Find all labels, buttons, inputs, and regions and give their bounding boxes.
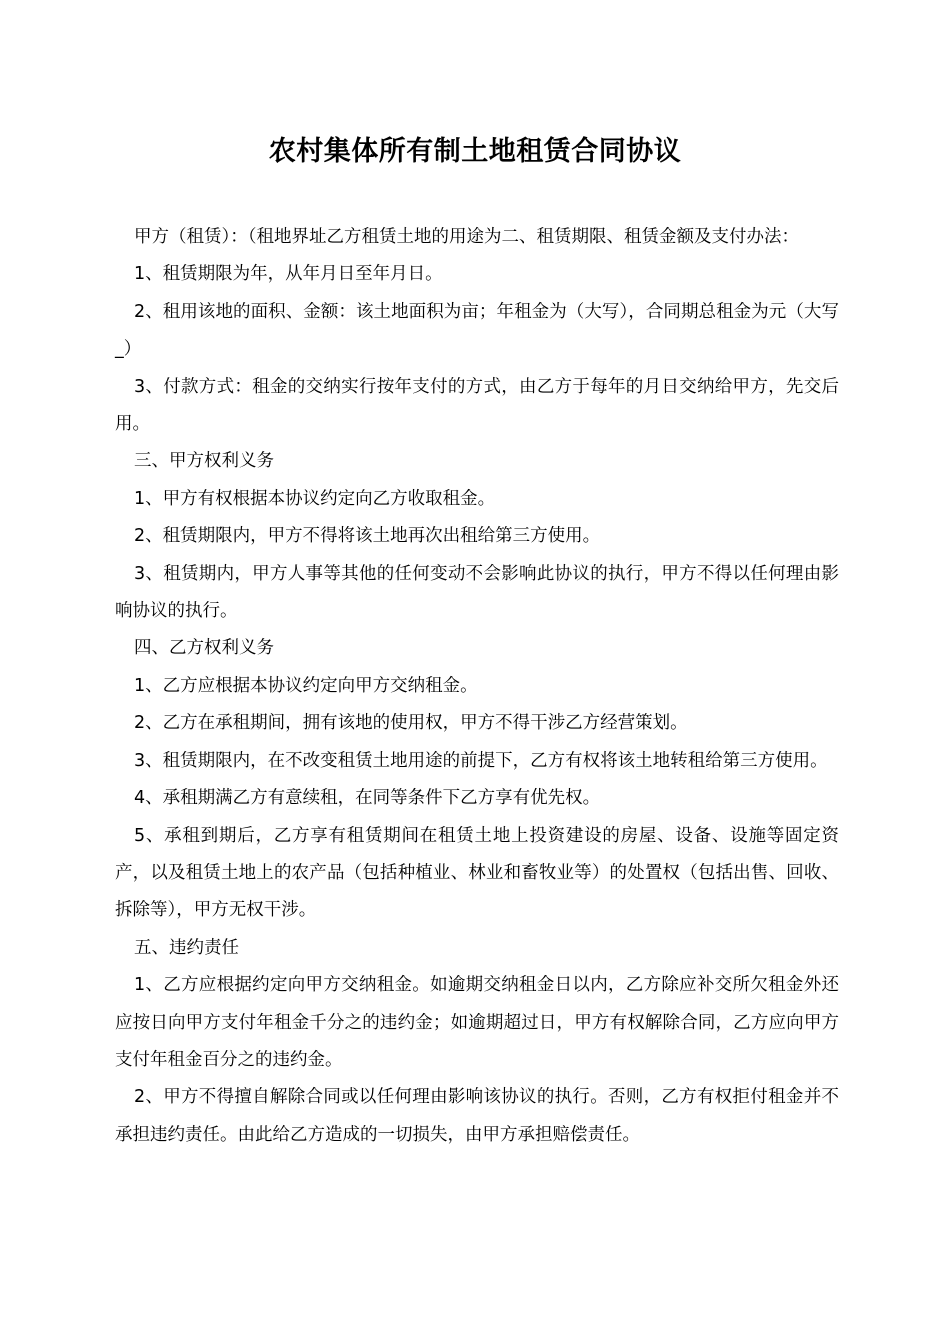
paragraph-b-right-1: 1、乙方应根据本协议约定向甲方交纳租金。 xyxy=(134,675,478,696)
heading-party-b-rights: 四、乙方权利义务 xyxy=(134,638,274,659)
paragraph-a-right-3: 3、租赁期内，甲方人事等其他的任何变动不会影响此协议的执行，甲方不得以任何理由影响协议的执行。 xyxy=(115,563,839,622)
paragraph-breach-1: 1、乙方应根据约定向甲方交纳租金。如逾期交纳租金日以内，乙方除应补交所欠租金外还应按日向甲方支付年租金千分之的违约金；如逾期超过日，甲方有权解除合同，乙方应向甲方支付年租金百分之的违约金。 xyxy=(115,975,839,1070)
paragraph-a-right-2: 2、租赁期限内，甲方不得将该土地再次出租给第三方使用。 xyxy=(134,526,601,547)
paragraph-b-right-5: 5、承租到期后，乙方享有租赁期间在租赁土地上投资建设的房屋、设备、设施等固定资产，以及租赁土地上的农产品（包括种植业、林业和畜牧业等）的处置权（包括出售、回收、拆除等），甲方无权干涉。 xyxy=(115,825,839,921)
paragraph-area-amount: 2、租用该地的面积、金额：该土地面积为亩；年租金为（大写），合同期总租金为元（大写_） xyxy=(115,301,839,360)
paragraph-breach-2: 2、甲方不得擅自解除合同或以任何理由影响该协议的执行。否则，乙方有权拒付租金并不承担违约责任。由此给乙方造成的一切损失，由甲方承担赔偿责任。 xyxy=(115,1087,839,1145)
heading-breach-liability: 五、违约责任 xyxy=(134,937,239,958)
document-title: 农村集体所有制土地租赁合同协议 xyxy=(268,136,682,167)
paragraph-lease-term: 1、租赁期限为年，从年月日至年月日。 xyxy=(134,264,443,285)
paragraph-b-right-4: 4、承租期满乙方有意续租，在同等条件下乙方享有优先权。 xyxy=(134,788,601,809)
paragraph-b-right-3: 3、租赁期限内，在不改变租赁土地用途的前提下，乙方有权将该土地转租给第三方使用。 xyxy=(134,750,828,771)
paragraph-payment-method: 3、付款方式：租金的交纳实行按年支付的方式，由乙方于每年的月日交纳给甲方，先交后用。 xyxy=(115,376,839,435)
paragraph-party-a: 甲方（租赁）：（租地界址乙方租赁土地的用途为二、租赁期限、租赁金额及支付办法： xyxy=(134,227,799,247)
paragraph-a-right-1: 1、甲方有权根据本协议约定向乙方收取租金。 xyxy=(134,488,496,509)
heading-party-a-rights: 三、甲方权利义务 xyxy=(134,451,274,472)
document-body xyxy=(115,219,839,1154)
paragraph-b-right-2: 2、乙方在承租期间，拥有该地的使用权，甲方不得干涉乙方经营策划。 xyxy=(134,713,688,734)
